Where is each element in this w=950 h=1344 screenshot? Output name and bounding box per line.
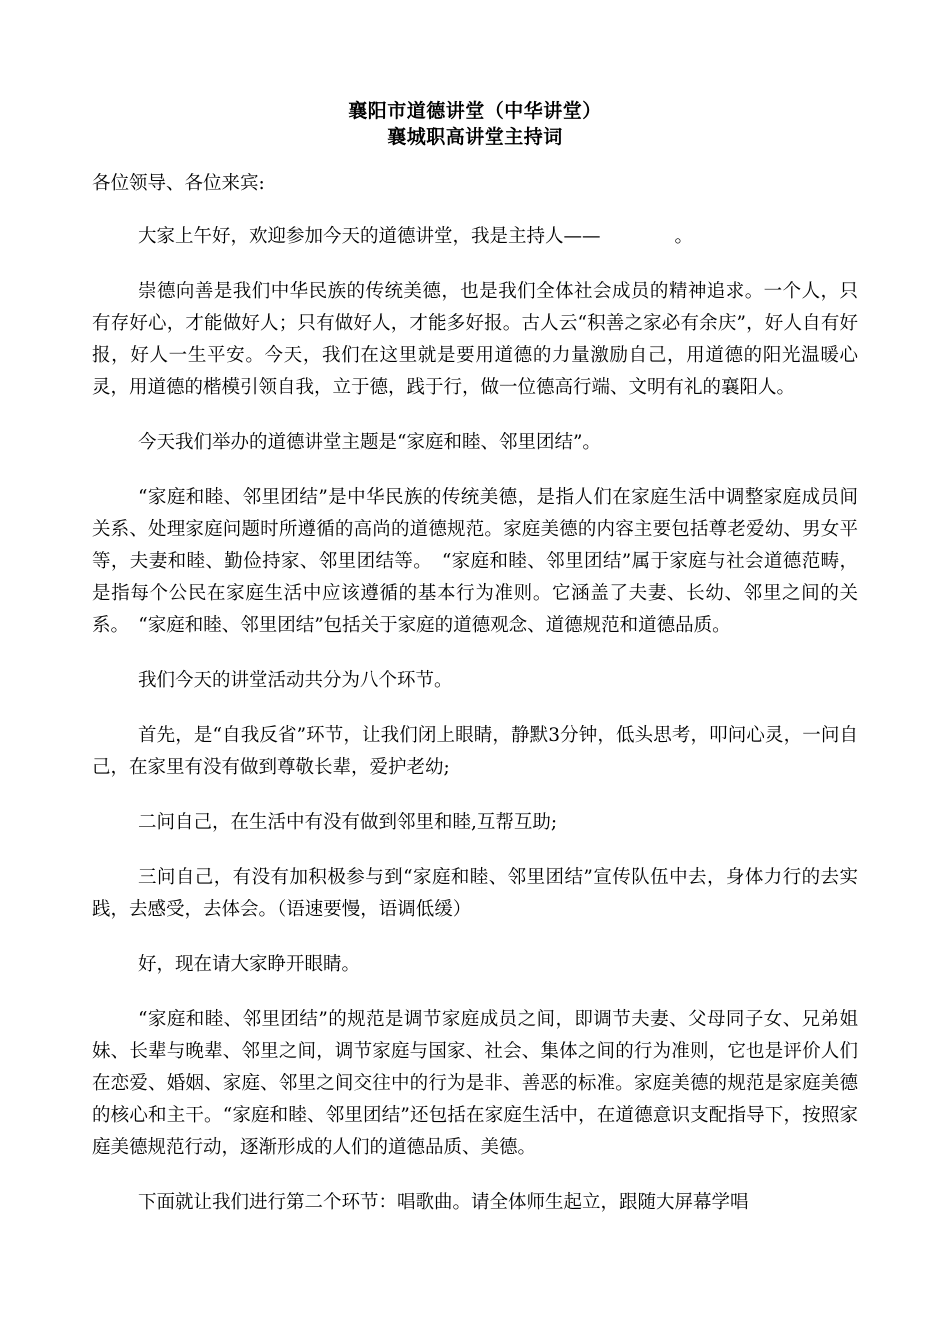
paragraph-eight-segments: 我们今天的讲堂活动共分为八个环节。	[138, 670, 453, 691]
paragraph-second-question: 二问自己，在生活中有没有做到邻里和睦,互帮互助;	[138, 812, 558, 833]
title-line-sub: 襄城职高讲堂主持词	[387, 126, 563, 148]
paragraph-third-question: 三问自己，有没有加积极参与到“家庭和睦、邻里团结”宣传队伍中去，身体力行的去实践，去感受，去体会。（语速要慢，语调低缓）	[92, 867, 858, 920]
paragraph-theme-explanation: “家庭和睦、邻里团结”是中华民族的传统美德，是指人们在家庭生活中调整家庭成员间关系、处理家庭问题时所遵循的高尚的道德规范。家庭美德的内容主要包括尊老爱幼、男女平等，夫妻和睦、勤俭持家、邻里团结等。 “家庭和睦、邻里团结”属于家庭与社会道德范畴，是指每个公民在家庭生活中应该遵循的基本行为准则。它涵盖了夫妻、长幼、邻里之间的关系。 “家庭和睦、邻里团结”包括关于家庭的道德观念、道德规范和道德品质。	[92, 487, 858, 636]
document-title	[92, 98, 858, 150]
paragraph-open-eyes: 好，现在请大家睁开眼睛。	[138, 954, 361, 975]
title-line-main: 襄阳市道德讲堂（中华讲堂）	[348, 100, 602, 122]
salutation: 各位领导、各位来宾:	[92, 173, 265, 194]
paragraph-second-segment: 下面就让我们进行第二个环节：唱歌曲。请全体师生起立，跟随大屏幕学唱	[138, 1192, 749, 1213]
paragraph-virtue: 崇德向善是我们中华民族的传统美德，也是我们全体社会成员的精神追求。一个人，只有存好心，才能做好人；只有做好人，才能多好报。古人云“积善之家必有余庆”，好人自有好报，好人一生平安。今天，我们在这里就是要用道德的力量激励自己，用道德的阳光温暖心灵，用道德的楷模引领自我，立于德，践于行，做一位德高行端、文明有礼的襄阳人。	[92, 281, 858, 398]
paragraph-greeting: 大家上午好，欢迎参加今天的道德讲堂，我是主持人—— 。	[138, 226, 694, 247]
paragraph-theme: 今天我们举办的道德讲堂主题是“家庭和睦、邻里团结”。	[138, 432, 601, 453]
paragraph-self-reflection: 首先，是“自我反省”环节，让我们闭上眼睛，静默3分钟，低头思考，叩问心灵，一问自己，在家里有没有做到尊敬长辈，爱护老幼;	[92, 725, 858, 778]
paragraph-norms: “家庭和睦、邻里团结”的规范是调节家庭成员之间，即调节夫妻、父母同子女、兄弟姐妹、长辈与晚辈、邻里之间，调节家庭与国家、社会、集体之间的行为准则，它也是评价人们在恋爱、婚姻、家庭、邻里之间交往中的行为是非、善恶的标准。家庭美德的规范是家庭美德的核心和主干。“家庭和睦、邻里团结”还包括在家庭生活中，在道德意识支配指导下，按照家庭美德规范行动，逐渐形成的人们的道德品质、美德。	[92, 1009, 858, 1158]
document-body	[92, 168, 858, 1242]
